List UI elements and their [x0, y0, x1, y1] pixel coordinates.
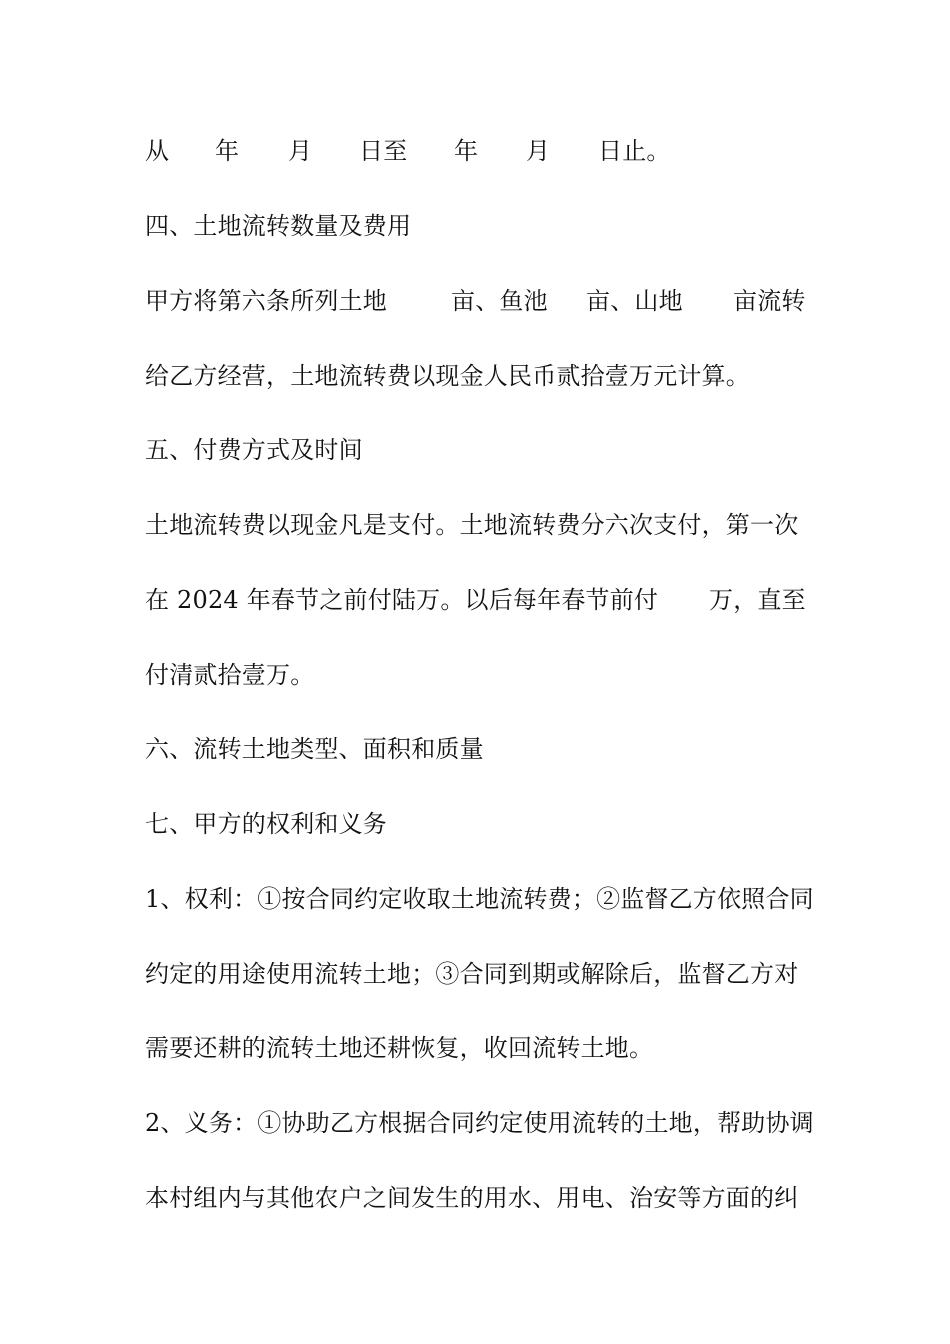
transfer-fee-line: 给乙方经营，土地流转费以现金人民币贰拾壹万元计算。 — [145, 362, 750, 390]
duties-line-2: 本村组内与其他农户之间发生的用水、用电、治安等方面的纠 — [145, 1184, 799, 1212]
section-6-heading: 六、流转土地类型、面积和质量 — [145, 735, 484, 763]
date-day-to-label: 日至 — [359, 137, 408, 165]
date-month-label-1: 月 — [288, 137, 313, 165]
date-year-label-2: 年 — [454, 137, 479, 165]
date-from-label: 从 — [145, 137, 170, 165]
duties-line-1: 2、义务：①协助乙方根据合同约定使用流转的土地，帮助协调 — [145, 1109, 814, 1137]
payment-method-line: 土地流转费以现金凡是支付。土地流转费分六次支付，第一次 — [145, 511, 799, 539]
date-day-end-label: 日止。 — [598, 137, 671, 165]
fish-pond-label: 亩、鱼池 — [451, 287, 548, 315]
mountain-land-label: 亩、山地 — [586, 287, 683, 315]
section-7-heading: 七、甲方的权利和义务 — [145, 810, 387, 838]
rights-line-3: 需要还耕的流转土地还耕恢复，收回流转土地。 — [145, 1034, 654, 1062]
date-year-label-1: 年 — [215, 137, 240, 165]
section-4-heading: 四、土地流转数量及费用 — [145, 212, 412, 240]
payment-complete-line: 付清贰拾壹万。 — [145, 661, 315, 689]
section-5-heading: 五、付费方式及时间 — [145, 436, 363, 464]
payment-schedule-end: 万，直至 — [709, 586, 806, 614]
date-month-label-2: 月 — [526, 137, 551, 165]
payment-schedule-text: 在 2024 年春节之前付陆万。以后每年春节前付 — [145, 586, 659, 614]
rights-line-1: 1、权利：①按合同约定收取土地流转费；②监督乙方依照合同 — [145, 885, 814, 913]
rights-line-2: 约定的用途使用流转土地；③合同到期或解除后，监督乙方对 — [145, 960, 799, 988]
land-amount-intro: 甲方将第六条所列土地 — [145, 287, 387, 315]
transfer-label: 亩流转 — [733, 287, 806, 315]
